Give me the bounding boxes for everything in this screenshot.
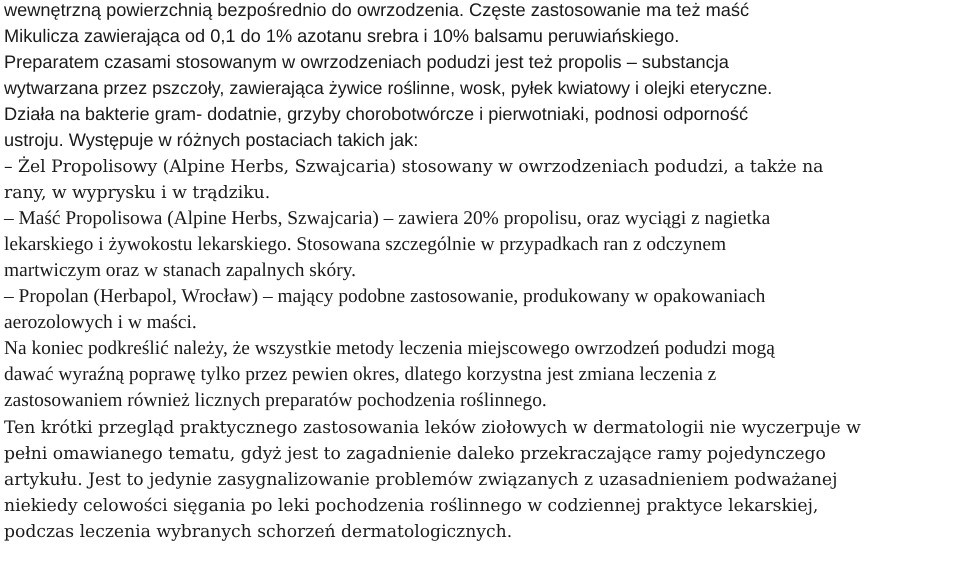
list-propolis-products <box>4 154 954 337</box>
text-line: wewnętrzną powierzchnią bezpośrednio do owrzodzenia. Częste zastosowanie ma też maść <box>4 0 750 20</box>
text-line: wytwarzana przez pszczoły, zawierająca żywice roślinne, wosk, pyłek kwiatowy i olejki eteryczne. <box>4 78 773 99</box>
paragraph-summary <box>4 415 954 545</box>
text-line: podczas leczenia wybranych schorzeń dermatologicznych. <box>4 521 513 542</box>
paragraph-silver-ointment <box>4 0 954 49</box>
text-line: niekiedy celowości sięgania po leki pochodzenia roślinnego w codziennej praktyce lekarskiej, <box>4 495 819 516</box>
text-line: Mikulicza zawierająca od 0,1 do 1% azotanu srebra i 10% balsamu peruwiańskiego. <box>4 26 680 47</box>
list-item <box>4 154 954 206</box>
text-line: aerozolowych i w maści. <box>4 312 197 334</box>
text-line: Na koniec podkreślić należy, że wszystkie metody leczenia miejscowego owrzodzeń podudzi mogą <box>4 338 775 360</box>
text-line: – Maść Propolisowa (Alpine Herbs, Szwajcaria) – zawiera 20% propolisu, oraz wyciągi z nagietka <box>4 207 771 229</box>
text-line: martwiczym oraz w stanach zapalnych skóry. <box>4 259 356 281</box>
text-line: ustroju. Występuje w różnych postaciach takich jak: <box>4 130 419 151</box>
text-line: – Żel Propolisowy (Alpine Herbs, Szwajcaria) stosowany w owrzodzeniach podudzi, a także na <box>4 156 824 177</box>
text-line: – Propolan (Herbapol, Wrocław) – mający podobne zastosowanie, produkowany w opakowaniach <box>4 286 766 308</box>
text-line: Preparatem czasami stosowanym w owrzodzeniach podudzi jest też propolis – substancja <box>4 52 729 73</box>
text-line: lekarskiego i żywokostu lekarskiego. Stosowana szczególnie w przypadkach ran z odczynem <box>4 233 727 255</box>
list-item <box>4 206 954 284</box>
paragraph-conclusion <box>4 336 954 414</box>
text-line: Działa na bakterie gram- dodatnie, grzyby chorobotwórcze i pierwotniaki, podnosi odporność <box>4 104 749 125</box>
document-page <box>4 0 954 545</box>
text-line: rany, w wyprysku i w trądziku. <box>4 182 271 203</box>
text-line: pełni omawianego tematu, gdyż jest to zagadnienie daleko przekraczające ramy pojedynczego <box>4 443 826 464</box>
text-line: artykułu. Jest to jedynie zasygnalizowanie problemów związanych z uzasadnieniem podważanej <box>4 469 838 490</box>
text-line: zastosowaniem również licznych preparatów pochodzenia roślinnego. <box>4 390 547 412</box>
text-line: dawać wyraźną poprawę tylko przez pewien okres, dlatego korzystna jest zmiana leczenia z <box>4 364 717 386</box>
list-item <box>4 284 954 336</box>
paragraph-propolis <box>4 49 954 153</box>
text-line: Ten krótki przegląd praktycznego zastosowania leków ziołowych w dermatologii nie wyczerpuje w <box>4 417 861 438</box>
